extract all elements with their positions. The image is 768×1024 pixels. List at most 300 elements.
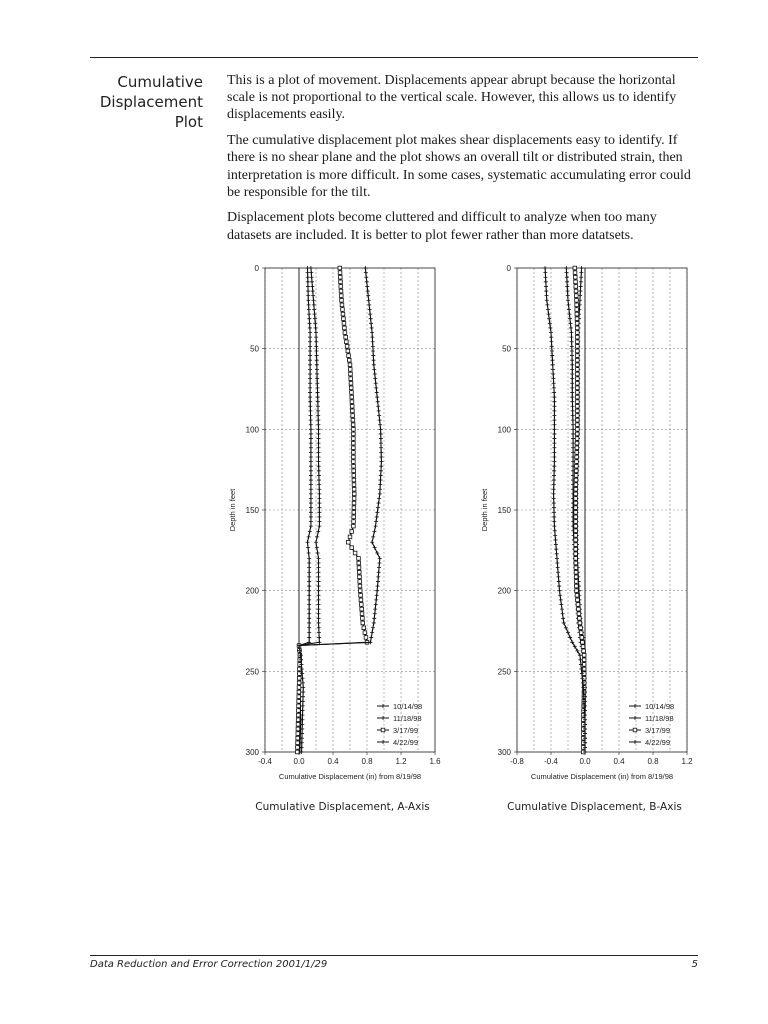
data-point bbox=[307, 602, 311, 606]
data-point bbox=[311, 294, 315, 298]
page-number: 5 bbox=[691, 959, 698, 970]
data-point bbox=[307, 303, 311, 307]
data-point bbox=[552, 418, 556, 422]
y-tick-label: 200 bbox=[245, 586, 259, 596]
data-point bbox=[346, 349, 350, 353]
data-point bbox=[307, 535, 311, 539]
data-point bbox=[352, 441, 356, 445]
gridlines bbox=[265, 268, 435, 752]
data-point bbox=[309, 506, 313, 510]
data-point bbox=[309, 271, 313, 275]
data-point bbox=[570, 404, 574, 408]
data-point bbox=[558, 589, 562, 593]
data-point bbox=[372, 621, 376, 625]
data-point bbox=[309, 510, 313, 514]
data-point bbox=[359, 603, 363, 607]
data-point bbox=[317, 520, 321, 524]
data-point bbox=[317, 473, 321, 477]
data-point bbox=[552, 437, 556, 441]
data-point bbox=[350, 546, 354, 550]
data-point bbox=[570, 377, 574, 381]
data-point bbox=[571, 432, 575, 436]
data-point bbox=[344, 335, 348, 339]
data-point bbox=[551, 372, 555, 376]
data-point bbox=[364, 275, 368, 279]
data-point bbox=[341, 312, 345, 316]
data-point bbox=[571, 441, 575, 445]
data-point bbox=[317, 510, 321, 514]
data-point bbox=[556, 575, 560, 579]
data-point bbox=[317, 464, 321, 468]
data-point bbox=[570, 344, 574, 348]
tick-labels bbox=[246, 264, 441, 766]
data-point bbox=[576, 409, 580, 413]
data-point bbox=[376, 506, 380, 510]
data-point bbox=[369, 321, 373, 325]
data-point bbox=[543, 266, 547, 270]
data-point bbox=[575, 326, 579, 330]
data-point bbox=[351, 409, 355, 413]
y-tick-label: 0 bbox=[506, 264, 511, 273]
data-point bbox=[574, 580, 578, 584]
data-point bbox=[552, 469, 556, 473]
data-point bbox=[296, 750, 300, 754]
data-point bbox=[352, 511, 356, 515]
data-point bbox=[359, 598, 363, 602]
data-point bbox=[308, 367, 312, 371]
data-point bbox=[575, 464, 579, 468]
x-tick-label: -0.8 bbox=[510, 757, 524, 766]
data-point bbox=[351, 414, 355, 418]
data-point bbox=[566, 298, 570, 302]
data-point bbox=[362, 626, 366, 630]
data-point bbox=[375, 510, 379, 514]
data-point bbox=[339, 289, 343, 293]
data-point bbox=[364, 636, 368, 640]
data-point bbox=[582, 663, 586, 667]
data-point bbox=[574, 520, 578, 524]
top-rule bbox=[90, 57, 698, 58]
data-point bbox=[379, 464, 383, 468]
data-point bbox=[359, 593, 363, 597]
data-point bbox=[552, 423, 556, 427]
data-point bbox=[317, 631, 321, 635]
data-point bbox=[579, 631, 583, 635]
data-point bbox=[574, 524, 578, 528]
data-point bbox=[553, 538, 557, 542]
data-point bbox=[342, 317, 346, 321]
data-point bbox=[296, 736, 300, 740]
data-point bbox=[352, 428, 356, 432]
data-point bbox=[316, 551, 320, 555]
data-point bbox=[350, 400, 354, 404]
data-point bbox=[373, 546, 377, 550]
data-point bbox=[373, 377, 377, 381]
data-point bbox=[373, 372, 377, 376]
data-point bbox=[306, 271, 310, 275]
data-point bbox=[369, 635, 373, 639]
data-point bbox=[578, 294, 582, 298]
data-point bbox=[549, 340, 553, 344]
y-tick-label: 300 bbox=[497, 748, 511, 757]
data-point bbox=[308, 340, 312, 344]
data-point bbox=[374, 381, 378, 385]
data-point bbox=[550, 349, 554, 353]
data-point bbox=[306, 280, 310, 284]
y-tick-label: 100 bbox=[245, 425, 259, 435]
data-point bbox=[579, 626, 583, 630]
data-point bbox=[575, 437, 579, 441]
data-point bbox=[307, 566, 311, 570]
data-point bbox=[317, 635, 321, 639]
data-point bbox=[574, 538, 578, 542]
data-point bbox=[352, 478, 356, 482]
data-point bbox=[544, 275, 548, 279]
data-point bbox=[547, 312, 551, 316]
data-point bbox=[575, 303, 579, 307]
data-point bbox=[544, 284, 548, 288]
data-point bbox=[317, 478, 321, 482]
data-point bbox=[545, 298, 549, 302]
data-point bbox=[377, 561, 381, 565]
data-point bbox=[317, 593, 321, 597]
data-point bbox=[378, 423, 382, 427]
data-point bbox=[379, 441, 383, 445]
data-point bbox=[338, 271, 342, 275]
y-tick-label: 250 bbox=[245, 667, 259, 677]
data-point bbox=[378, 483, 382, 487]
data-point bbox=[308, 381, 312, 385]
data-point bbox=[574, 469, 578, 473]
data-point bbox=[308, 372, 312, 376]
data-point bbox=[555, 552, 559, 556]
data-point bbox=[309, 520, 313, 524]
data-point bbox=[314, 326, 318, 330]
data-point bbox=[352, 483, 356, 487]
data-point bbox=[377, 570, 381, 574]
data-point bbox=[556, 566, 560, 570]
data-point bbox=[574, 515, 578, 519]
data-point bbox=[575, 432, 579, 436]
data-point bbox=[301, 704, 305, 708]
data-point bbox=[571, 409, 575, 413]
data-point bbox=[570, 372, 574, 376]
tick-labels bbox=[498, 264, 693, 766]
data-point bbox=[352, 492, 356, 496]
data-point bbox=[348, 363, 352, 367]
data-point bbox=[576, 395, 580, 399]
data-point bbox=[561, 616, 565, 620]
data-point bbox=[317, 621, 321, 625]
data-point bbox=[377, 409, 381, 413]
data-point bbox=[352, 474, 356, 478]
data-point bbox=[308, 358, 312, 362]
data-point bbox=[574, 487, 578, 491]
data-point bbox=[338, 266, 342, 270]
data-point bbox=[317, 437, 321, 441]
data-point bbox=[308, 386, 312, 390]
data-point bbox=[308, 326, 312, 330]
data-point bbox=[317, 612, 321, 616]
data-point bbox=[296, 741, 300, 745]
data-point bbox=[574, 552, 578, 556]
data-point bbox=[367, 303, 371, 307]
data-point bbox=[309, 423, 313, 427]
data-point bbox=[552, 404, 556, 408]
body-text bbox=[227, 72, 699, 252]
data-point bbox=[309, 473, 313, 477]
legend-swatch-marker bbox=[381, 740, 385, 744]
data-point bbox=[352, 520, 356, 524]
legend-entry-label: 10/14/98 bbox=[645, 702, 675, 711]
data-point bbox=[307, 584, 311, 588]
data-point bbox=[315, 372, 319, 376]
data-point bbox=[552, 427, 556, 431]
data-point bbox=[349, 386, 353, 390]
data-point bbox=[574, 570, 578, 574]
legend-entry-label: 11/18/98 bbox=[645, 714, 674, 723]
data-point bbox=[576, 423, 580, 427]
data-point bbox=[317, 469, 321, 473]
data-point bbox=[307, 607, 311, 611]
data-point bbox=[365, 284, 369, 288]
data-point bbox=[562, 621, 566, 625]
data-point bbox=[309, 414, 313, 418]
data-point bbox=[352, 446, 356, 450]
legend-entry-label: 4/22/99 bbox=[645, 738, 671, 747]
data-point bbox=[377, 414, 381, 418]
data-point bbox=[309, 492, 313, 496]
data-point bbox=[296, 718, 300, 722]
section-heading bbox=[90, 72, 203, 132]
series-line bbox=[297, 268, 367, 752]
data-point bbox=[571, 418, 575, 422]
section-heading-line-1: Cumulative bbox=[117, 73, 203, 91]
data-point bbox=[296, 732, 300, 736]
data-point bbox=[301, 681, 305, 685]
data-point bbox=[309, 432, 313, 436]
data-point bbox=[314, 331, 318, 335]
data-point bbox=[309, 450, 313, 454]
legend-entry-label: 11/18/98 bbox=[393, 714, 422, 723]
data-point bbox=[313, 317, 317, 321]
data-point bbox=[552, 450, 556, 454]
data-point bbox=[574, 501, 578, 505]
data-point bbox=[375, 589, 379, 593]
data-point bbox=[317, 427, 321, 431]
data-point bbox=[317, 561, 321, 565]
data-point bbox=[551, 377, 555, 381]
data-point bbox=[307, 631, 311, 635]
y-tick-label: 0 bbox=[254, 264, 259, 273]
data-point bbox=[306, 266, 310, 270]
data-point bbox=[308, 331, 312, 335]
data-point bbox=[317, 492, 321, 496]
data-point bbox=[574, 497, 578, 501]
data-point bbox=[309, 455, 313, 459]
data-point bbox=[552, 506, 556, 510]
data-point bbox=[574, 511, 578, 515]
data-point bbox=[352, 460, 356, 464]
data-point bbox=[308, 335, 312, 339]
data-point bbox=[575, 451, 579, 455]
data-point bbox=[352, 515, 356, 519]
data-point bbox=[297, 704, 301, 708]
data-point bbox=[552, 390, 556, 394]
data-point bbox=[379, 446, 383, 450]
data-point bbox=[576, 381, 580, 385]
x-tick-label: 1.6 bbox=[429, 757, 441, 766]
data-point bbox=[301, 690, 305, 694]
data-point bbox=[372, 363, 376, 367]
data-point bbox=[297, 676, 301, 680]
data-point bbox=[575, 589, 579, 593]
data-point bbox=[352, 451, 356, 455]
data-point bbox=[582, 658, 586, 662]
data-point bbox=[358, 589, 362, 593]
data-point bbox=[376, 579, 380, 583]
data-point bbox=[560, 607, 564, 611]
data-point bbox=[545, 294, 549, 298]
data-point bbox=[379, 427, 383, 431]
data-point bbox=[374, 386, 378, 390]
data-point bbox=[363, 266, 367, 270]
data-point bbox=[349, 381, 353, 385]
data-point bbox=[352, 501, 356, 505]
data-point bbox=[577, 612, 581, 616]
data-point bbox=[352, 506, 356, 510]
data-point bbox=[316, 414, 320, 418]
data-point bbox=[372, 530, 376, 534]
data-point bbox=[317, 602, 321, 606]
data-point bbox=[315, 535, 319, 539]
x-tick-label: -0.4 bbox=[544, 757, 558, 766]
data-point bbox=[570, 395, 574, 399]
data-point bbox=[306, 298, 310, 302]
data-point bbox=[375, 515, 379, 519]
data-point bbox=[306, 294, 310, 298]
data-point bbox=[557, 584, 561, 588]
data-point bbox=[576, 391, 580, 395]
data-point bbox=[343, 326, 347, 330]
data-point bbox=[317, 460, 321, 464]
data-point bbox=[574, 534, 578, 538]
data-point bbox=[575, 455, 579, 459]
data-point bbox=[317, 506, 321, 510]
data-point bbox=[576, 345, 580, 349]
data-point bbox=[358, 580, 362, 584]
data-point bbox=[314, 335, 318, 339]
data-point bbox=[574, 529, 578, 533]
data-point bbox=[552, 464, 556, 468]
data-point bbox=[309, 515, 313, 519]
data-point bbox=[311, 298, 315, 302]
data-point bbox=[347, 354, 351, 358]
data-point bbox=[553, 533, 557, 537]
data-point bbox=[317, 487, 321, 491]
data-point bbox=[549, 331, 553, 335]
data-point bbox=[317, 584, 321, 588]
data-point bbox=[372, 358, 376, 362]
data-point bbox=[307, 317, 311, 321]
data-point bbox=[374, 524, 378, 528]
data-point bbox=[338, 275, 342, 279]
data-point bbox=[575, 460, 579, 464]
data-point bbox=[566, 294, 570, 298]
data-point bbox=[552, 432, 556, 436]
data-point bbox=[314, 349, 318, 353]
data-point bbox=[306, 275, 310, 279]
data-point bbox=[552, 446, 556, 450]
data-point bbox=[317, 575, 321, 579]
data-point bbox=[316, 409, 320, 413]
data-point bbox=[309, 441, 313, 445]
data-point bbox=[379, 473, 383, 477]
data-point bbox=[315, 358, 319, 362]
bottom-rule bbox=[90, 955, 698, 956]
data-point bbox=[574, 561, 578, 565]
data-point bbox=[575, 446, 579, 450]
data-point bbox=[565, 271, 569, 275]
data-point bbox=[574, 474, 578, 478]
data-point bbox=[571, 427, 575, 431]
data-point bbox=[357, 570, 361, 574]
data-point bbox=[546, 307, 550, 311]
y-tick-label: 50 bbox=[502, 344, 511, 354]
data-point bbox=[351, 418, 355, 422]
data-point bbox=[297, 681, 301, 685]
data-point bbox=[576, 363, 580, 367]
data-point bbox=[371, 626, 375, 630]
legend-entry-label: 3/17/99 bbox=[645, 726, 671, 735]
data-point bbox=[571, 414, 575, 418]
data-point bbox=[310, 284, 314, 288]
y-tick-label: 300 bbox=[245, 748, 259, 757]
data-point bbox=[371, 344, 375, 348]
data-point bbox=[308, 400, 312, 404]
data-point bbox=[352, 497, 356, 501]
data-point bbox=[370, 326, 374, 330]
data-point bbox=[550, 344, 554, 348]
data-point bbox=[571, 446, 575, 450]
data-point bbox=[576, 377, 580, 381]
footer-title: Data Reduction and Error Correction 2001/1/29 bbox=[90, 959, 328, 970]
data-point bbox=[312, 303, 316, 307]
data-point bbox=[548, 326, 552, 330]
x-tick-label: -0.4 bbox=[258, 757, 272, 766]
data-point bbox=[378, 418, 382, 422]
y-tick-label: 50 bbox=[250, 344, 259, 354]
data-point bbox=[306, 284, 310, 288]
data-point bbox=[379, 450, 383, 454]
data-point bbox=[580, 636, 584, 640]
data-point bbox=[576, 368, 580, 372]
data-point bbox=[552, 473, 556, 477]
data-point bbox=[316, 404, 320, 408]
data-point bbox=[575, 441, 579, 445]
data-point bbox=[570, 340, 574, 344]
data-point bbox=[297, 686, 301, 690]
x-axis-label: Cumulative Displacement (in) from 8/19/98 bbox=[530, 772, 674, 781]
data-point bbox=[306, 540, 310, 544]
data-point bbox=[311, 289, 315, 293]
data-point bbox=[371, 354, 375, 358]
x-tick-label: 0.4 bbox=[613, 757, 625, 766]
y-tick-label: 200 bbox=[497, 586, 511, 596]
data-point bbox=[345, 340, 349, 344]
data-point bbox=[308, 344, 312, 348]
data-point bbox=[352, 487, 356, 491]
